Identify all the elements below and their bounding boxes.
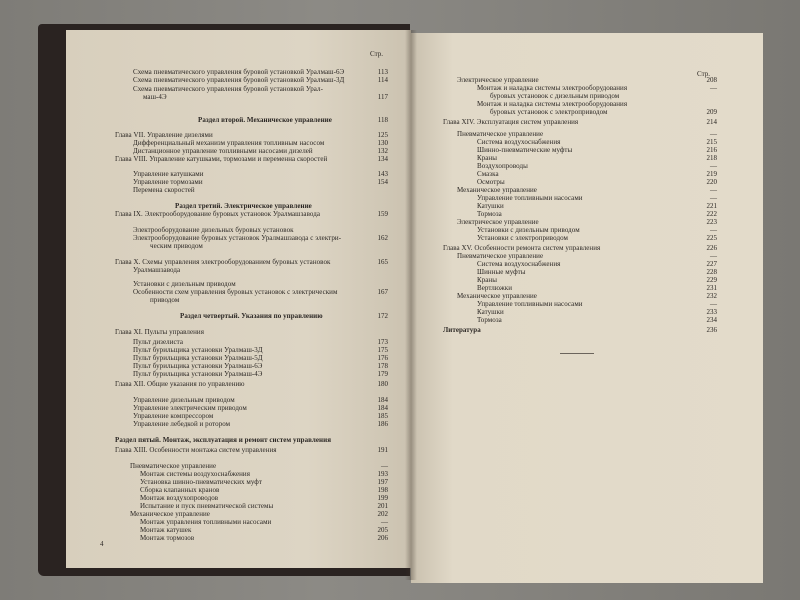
toc-entry-page: 236 [706,326,717,334]
toc-entry-title: Раздел третий. Электрическое управление [175,202,312,210]
toc-entry-page: 173 [377,338,388,346]
toc-entry-page: 202 [377,510,388,518]
toc-entry-page: 175 [377,346,388,354]
toc-entry-title: Воздухопроводы [477,162,528,170]
toc-entry-title: Управление тормозами [133,178,203,186]
toc-entry-page: 162 [377,234,388,242]
toc-entry-title: Электрооборудование буровых установок Уралмашзавода с электри- [133,234,342,242]
toc-entry-title: Пульт бурильщика установки Уралмаш-6Э [133,362,263,370]
toc-entry-page: — [710,226,717,234]
toc-entry-page: 113 [377,68,388,76]
toc-entry-page: 178 [377,362,388,370]
toc-entry-title: Пневматическое управление [457,252,544,260]
toc-entry-title: Механическое управление [457,186,537,194]
toc-entry-page: 219 [706,170,717,178]
toc-entry-title: Монтаж и наладка системы электрооборудования [477,84,628,92]
toc-entry-title: Схема пневматического управления буровой установкой Уралмаш-6Э [133,68,345,76]
toc-entry-title: Монтаж тормозов [140,534,195,542]
toc-entry-page: 143 [377,170,388,178]
toc-entry-page: 185 [377,412,388,420]
toc-entry-page: — [381,462,388,470]
toc-entry-page: 223 [706,218,717,226]
toc-entry-title: Раздел пятый. Монтаж, эксплуатация и ремонт систем управления [115,436,332,444]
toc-entry-page: 214 [706,118,717,126]
toc-entry-title: Краны [477,276,497,284]
toc-entry-title: Управление электрическим приводом [133,404,247,412]
toc-entry-page: 184 [377,404,388,412]
toc-entry-title: Система воздухоснабжения [477,138,561,146]
toc-entry-title: Тормоза [477,316,502,324]
toc-entry-title: Дистанционное управление топливными насосами дизелей [133,147,313,155]
toc-entry-title: Пульт бурильщика установки Уралмаш-3Д [133,346,263,354]
toc-entry-page: — [710,300,717,308]
toc-entry-title: Монтаж воздухопроводов [140,494,219,502]
toc-entry-title: Установки с электроприводом [477,234,568,242]
book-gutter [405,30,417,580]
toc-entry-title: Шинные муфты [477,268,526,276]
toc-entry-title: Глава XI. Пульты управления [115,328,204,336]
toc-entry-title: Раздел четвертый. Указания по управлению [180,312,323,320]
toc-entry-title: Особенности схем управления буровых установок с электрическим [133,288,338,296]
toc-entry-title: Перемена скоростей [133,186,195,194]
toc-entry-title: Установки с дизельным приводом [477,226,580,234]
toc-entry-title: Литература [443,326,481,334]
toc-entry-title: Управление компрессором [133,412,214,420]
toc-entry-page: 186 [377,420,388,428]
toc-entry-page: 227 [706,260,717,268]
toc-entry-page: 215 [706,138,717,146]
toc-entry-page: 216 [706,146,717,154]
page-number: 4 [100,540,104,548]
toc-entry-page: 165 [377,258,388,266]
toc-entry-title: Испытание и пуск пневматической системы [140,502,274,510]
toc-entry-page: 180 [377,380,388,388]
toc-entry-page: — [710,252,717,260]
toc-entry-title: Дифференциальный механизм управления топливным насосом [133,139,325,147]
toc-entry-page: 201 [377,502,388,510]
toc-entry-page: 114 [377,76,388,84]
toc-entry-title: Шинно-пневматические муфты [477,146,573,154]
toc-entry-page: 197 [377,478,388,486]
end-rule [560,353,594,354]
toc-entry-title: Управление лебедкой и ротором [133,420,231,428]
left-page-header: Стр. [370,50,383,58]
toc-entry-title: Система воздухоснабжения [477,260,561,268]
toc-entry-title: Пульт бурильщика установки Уралмаш-4Э [133,370,263,378]
toc-entry-title: Электрооборудование дизельных буровых установок [133,226,294,234]
toc-entry-title: Монтаж катушек [140,526,192,534]
toc-entry-page: — [381,518,388,526]
toc-entry-title: приводом [150,296,180,304]
toc-entry-page: 209 [706,108,717,116]
toc-entry-page: 179 [377,370,388,378]
toc-entry-title: Пульт дизелиста [133,338,184,346]
toc-entry-page: 130 [377,139,388,147]
toc-entry-page: 234 [706,316,717,324]
toc-entry-title: Глава XIII. Особенности монтажа систем управления [115,446,277,454]
toc-entry-title: Электрическое управление [457,218,539,226]
toc-entry-page: 184 [377,396,388,404]
toc-entry-title: буровых установок с электроприводом [490,108,608,116]
toc-entry-title: Электрическое управление [457,76,539,84]
toc-entry-title: Сборка клапанных кранов [140,486,220,494]
toc-entry-page: 172 [377,312,388,320]
toc-entry-title: Управление дизельным приводом [133,396,235,404]
toc-entry-page: 231 [706,284,717,292]
toc-entry-page: 206 [377,534,388,542]
toc-entry-title: Управление катушками [133,170,204,178]
toc-entry-page: 125 [377,131,388,139]
toc-entry-page: 218 [706,154,717,162]
toc-entry-title: Раздел второй. Механическое управление [198,116,332,124]
toc-entry-title: Пневматическое управление [457,130,544,138]
toc-entry-page: 229 [706,276,717,284]
toc-entry-page: — [710,186,717,194]
toc-entry-title: Катушки [477,308,504,316]
toc-entry-title: буровых установок с дизельным приводом [490,92,620,100]
toc-entry-page: 193 [377,470,388,478]
toc-entry-title: Глава IX. Электрооборудование буровых установок Уралмашзавода [115,210,321,218]
toc-entry-title: Катушки [477,202,504,210]
toc-entry-title: Уралмашзавода [133,266,181,274]
toc-entry-page: 221 [706,202,717,210]
toc-entry-title: ческим приводом [150,242,203,250]
toc-entry-title: Монтаж системы воздухоснабжения [140,470,250,478]
toc-entry-title: Глава VII. Управление дизелями [115,131,213,139]
toc-entry-title: Монтаж и наладка системы электрооборудования [477,100,628,108]
toc-entry-page: 222 [706,210,717,218]
left-page [66,30,411,568]
toc-entry-page: — [710,162,717,170]
toc-entry-page: 220 [706,178,717,186]
toc-entry-page: — [710,130,717,138]
toc-entry-page: 232 [706,292,717,300]
toc-entry-title: Установки с дизельным приводом [133,280,236,288]
toc-entry-title: Схема пневматического управления буровой установкой Уралмаш-3Д [133,76,345,84]
toc-entry-page: 134 [377,155,388,163]
toc-entry-title: Глава XV. Особенности ремонта систем управления [443,244,601,252]
toc-entry-title: Глава XII. Общие указания по управлению [115,380,245,388]
toc-entry-page: 208 [706,76,717,84]
toc-entry-title: маш-4Э [143,93,167,101]
toc-entry-title: Вертлюжки [477,284,513,292]
toc-entry-page: 226 [706,244,717,252]
toc-entry-page: 228 [706,268,717,276]
toc-entry-page: 154 [377,178,388,186]
toc-entry-title: Глава X. Схемы управления электрооборудованием буровых установок [115,258,331,266]
toc-entry-title: Краны [477,154,497,162]
toc-entry-title: Тормоза [477,210,502,218]
toc-entry-page: 159 [377,210,388,218]
toc-entry-page: 118 [377,116,388,124]
toc-entry-title: Механическое управление [130,510,210,518]
toc-entry-title: Глава XIV. Эксплуатация систем управления [443,118,579,126]
toc-entry-title: Глава VIII. Управление катушками, тормозами и переменна скоростей [115,155,328,163]
toc-entry-title: Установка шинно-пневматических муфт [140,478,262,486]
toc-entry-title: Управление топливными насосами [477,300,583,308]
toc-entry-title: Управление топливными насосами [477,194,583,202]
toc-entry-page: 233 [706,308,717,316]
toc-entry-title: Смазка [477,170,499,178]
toc-entry-page: 205 [377,526,388,534]
toc-entry-title: Схема пневматического управления буровой установкой Урал- [133,85,323,93]
toc-entry-page: 198 [377,486,388,494]
toc-entry-page: 176 [377,354,388,362]
toc-entry-page: 199 [377,494,388,502]
right-page-header: Стр. [697,70,710,78]
toc-entry-page: 117 [377,93,388,101]
toc-entry-page: 132 [377,147,388,155]
toc-entry-title: Механическое управление [457,292,537,300]
toc-entry-page: — [710,84,717,92]
toc-entry-title: Осмотры [477,178,505,186]
toc-entry-page: 225 [706,234,717,242]
toc-entry-page: — [710,194,717,202]
toc-entry-page: 167 [377,288,388,296]
toc-entry-page: 191 [377,446,388,454]
toc-entry-title: Монтаж управления топливными насосами [140,518,272,526]
toc-entry-title: Пневматическое управление [130,462,217,470]
toc-entry-title: Пульт бурильщика установки Уралмаш-5Д [133,354,263,362]
